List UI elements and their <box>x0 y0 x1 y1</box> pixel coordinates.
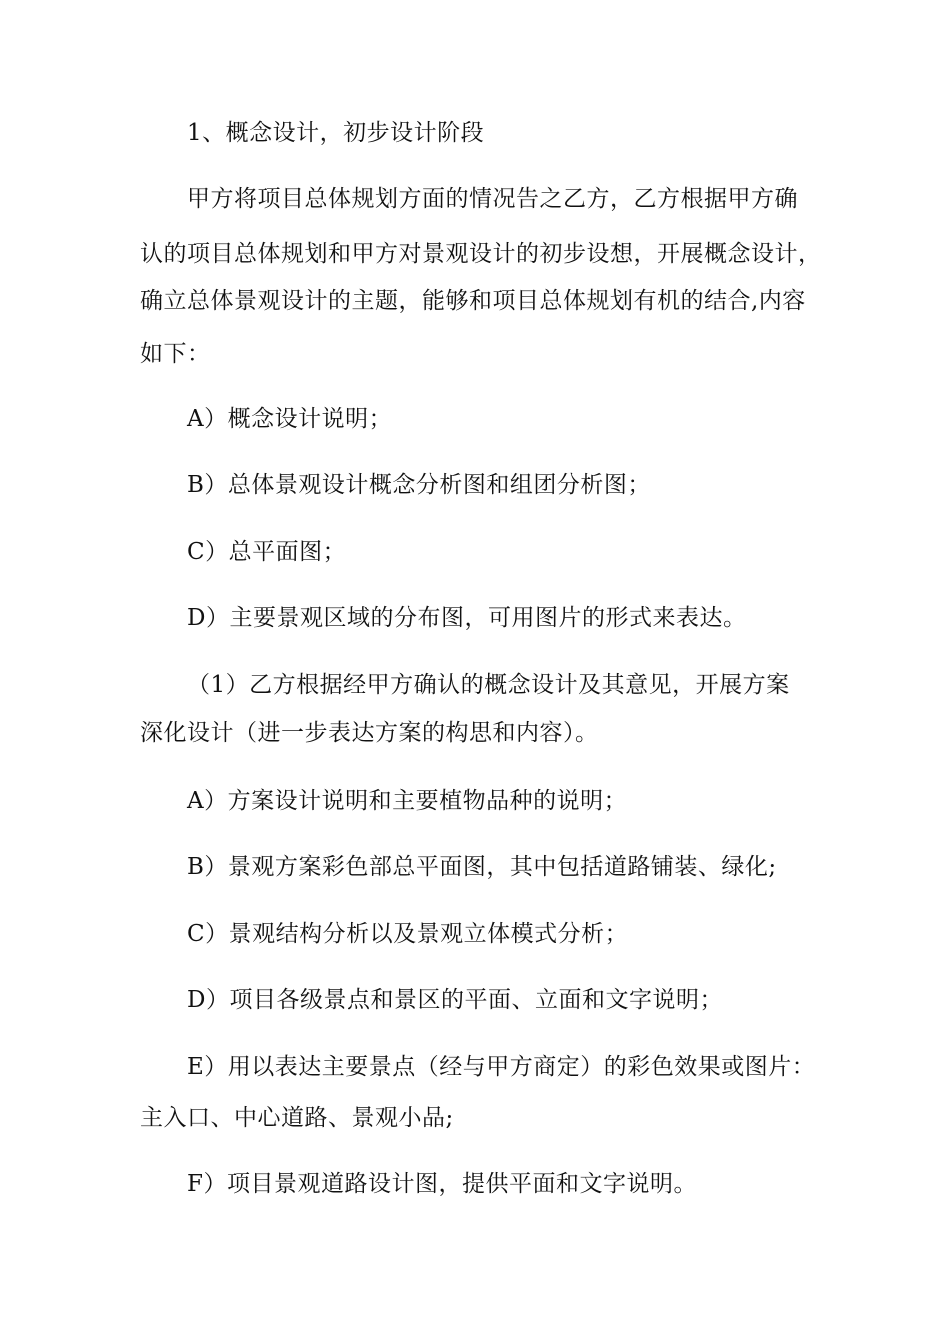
intro-line-2: 认的项目总体规划和甲方对景观设计的初步设想，开展概念设计， <box>140 241 822 267</box>
section-heading: 1、概念设计，初步设计阶段 <box>187 120 485 146</box>
scheme-item-d: D）项目各级景点和景区的平面、立面和文字说明； <box>187 987 723 1013</box>
concept-item-c: C）总平面图； <box>187 539 347 565</box>
scheme-item-e-line-2: 主入口、中心道路、景观小品; <box>140 1105 454 1131</box>
scheme-item-a: A）方案设计说明和主要植物品种的说明； <box>187 788 628 814</box>
scheme-item-e-line-1: E）用以表达主要景点（经与甲方商定）的彩色效果或图片： <box>187 1054 816 1080</box>
concept-item-b: B）总体景观设计概念分析图和组团分析图； <box>187 472 651 498</box>
scheme-item-c: C）景观结构分析以及景观立体模式分析； <box>187 921 629 947</box>
concept-item-d: D）主要景观区域的分布图，可用图片的形式来表达。 <box>187 605 747 631</box>
intro-line-3: 确立总体景观设计的主题，能够和项目总体规划有机的结合,内容 <box>140 288 806 314</box>
scheme-item-b: B）景观方案彩色部总平面图，其中包括道路铺装、绿化; <box>187 854 777 880</box>
deepening-line-2: 深化设计（进一步表达方案的构思和内容）。 <box>140 720 599 746</box>
intro-line-4: 如下： <box>140 341 211 367</box>
scheme-item-f: F）项目景观道路设计图，提供平面和文字说明。 <box>187 1171 697 1197</box>
intro-line-1: 甲方将项目总体规划方面的情况告之乙方，乙方根据甲方确 <box>187 186 798 212</box>
concept-item-a: A）概念设计说明； <box>187 406 393 432</box>
deepening-line-1: （1）乙方根据经甲方确认的概念设计及其意见，开展方案 <box>187 672 790 698</box>
